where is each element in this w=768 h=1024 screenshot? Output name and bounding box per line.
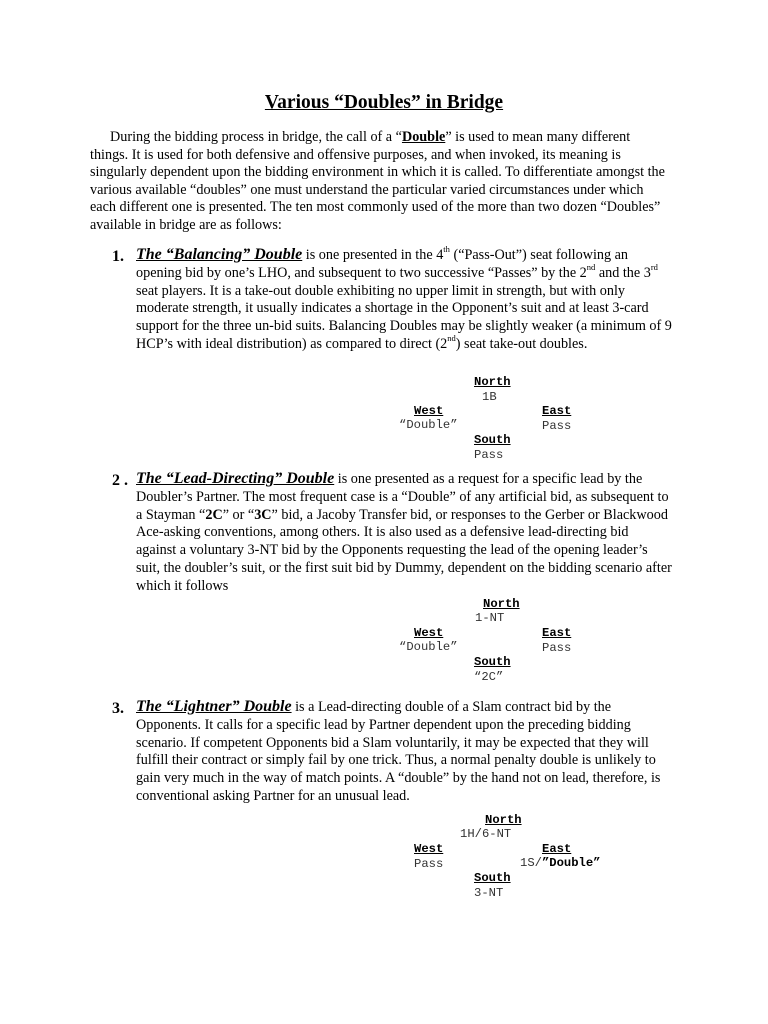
bidding-north [474, 375, 511, 404]
intro-double-word: Double [401, 129, 446, 145]
bidding-north-value [475, 611, 504, 626]
intro-text-1: During the bidding process in bridge, the call of a “ [110, 129, 402, 145]
bidding-east [542, 404, 571, 433]
seat-bid: Pass [414, 856, 444, 871]
item-number: 3. [112, 700, 124, 717]
seat-bid [520, 856, 600, 871]
seat-label: North [474, 375, 511, 389]
superscript: nd [447, 333, 456, 344]
bold-bid: 2C [205, 506, 223, 523]
item-number: 1. [112, 248, 124, 265]
seat-bid: 1H/6-NT [460, 827, 512, 841]
seat-label: West [414, 404, 444, 418]
bidding-north [483, 597, 520, 612]
superscript: rd [650, 262, 658, 273]
seat-label: North [485, 813, 522, 827]
seat-bid: “Double” [399, 640, 458, 654]
bidding-west [414, 404, 443, 419]
item-text: is one presented as a request for a specific lead by the Doubler’s Partner. The most frequent case is a “Double” of any artificial bid, as subsequent to a Stayman “ [136, 471, 669, 523]
seat-bid: 1B [482, 389, 497, 404]
bidding-south [474, 433, 511, 462]
bidding-south [474, 871, 511, 900]
bidding-west-value [399, 418, 458, 433]
bidding-west [414, 626, 443, 641]
seat-label: North [483, 597, 520, 611]
seat-bid: 1-NT [475, 611, 505, 625]
item-body [136, 470, 672, 596]
intro-text-2: ” is used to mean many different things. It is used for both defensive and offensive purposes, and when invoked, its meaning is singularly dependent upon the bidding environment in which it is called. To differentiate amongst the various available “doubles” one must understand the particular varied circumstances under which each different one is presented. The ten most commonly used of the more than two dozen “Doubles” available in bridge are as follows: [90, 129, 665, 233]
seat-bid: Pass [542, 418, 572, 433]
bidding-north [485, 813, 522, 828]
item-number: 2 . [112, 472, 128, 489]
seat-bid: “Double” [399, 418, 458, 432]
bidding-north-value [460, 827, 511, 842]
bidding-east-value [520, 856, 600, 871]
item-text: ” or “ [222, 506, 255, 523]
item-heading: The “Lightner” Double [136, 698, 292, 715]
seat-bid: “2C” [474, 669, 504, 684]
seat-label: South [474, 871, 511, 885]
seat-label: West [414, 626, 444, 640]
seat-bid: Pass [474, 447, 504, 462]
seat-label: West [414, 842, 444, 856]
seat-bid: 3-NT [474, 885, 504, 900]
seat-label: South [474, 433, 511, 447]
item-body [136, 698, 672, 806]
list-item-lightner [112, 698, 672, 806]
item-text: and the 3 [595, 264, 651, 281]
item-text: is one presented in the 4 [302, 247, 444, 263]
item-text: (“Pass-Out”) seat following an opening bid by one’s LHO, and subsequent to two successive “Passes” by the 2 [136, 247, 629, 281]
item-text: seat players. It is a take-out double exhibiting no upper limit in strength, but with only moderate strength, it usually indicates a shortage in the Opponent’s suit and at least 3-card support for the three un-bid suits. Balancing Doubles may be slightly weaker (a minimum of 9 HCP’s with ideal distribution) as compared to direct (2 [136, 282, 672, 352]
item-heading: The “Balancing” Double [136, 246, 303, 263]
bold-bid: 3C [254, 506, 272, 523]
bidding-east [542, 842, 571, 857]
seat-label: East [542, 626, 572, 640]
list-item-lead-directing [112, 470, 672, 596]
seat-label: South [474, 655, 511, 669]
item-text: ” bid, a Jacoby Transfer bid, or responses to the Gerber or Blackwood Ace-asking conventions, among others. It is also used as a defensive lead-directing bid against a voluntary 3-NT bid by the Opponents requesting the lead of the opening leader’s suit, the doubler’s suit, or the first suit bid by Dummy, dependent on the bidding scenario after which it follows [136, 506, 672, 594]
seat-bid-prefix: 1S/ [520, 856, 542, 870]
list-item-balancing [112, 246, 672, 354]
seat-bid: Pass [542, 640, 572, 655]
bidding-east [542, 626, 571, 655]
item-body [136, 246, 672, 354]
item-text: ) seat take-out doubles. [455, 335, 588, 352]
bidding-west-value [399, 640, 458, 655]
seat-bid-double: ”Double” [541, 856, 601, 870]
intro-paragraph [90, 129, 665, 235]
item-heading: The “Lead-Directing” Double [136, 470, 335, 487]
bidding-west [414, 842, 443, 871]
seat-label: East [542, 842, 572, 856]
document-title: Various “Doubles” in Bridge [264, 92, 504, 113]
bidding-south [474, 655, 511, 684]
item-text: is a Lead-directing double of a Slam contract bid by the Opponents. It calls for a specific lead by Partner dependent upon the preceding bidding scenario. If competent Opponents bid a Slam voluntarily, it may be expected that they will fulfill their contract or simply fail by one trick. Thus, a normal penalty double is unlikely to gain very much in the way of match points. A “double” by the hand not on lead, therefore, is conventional asking Partner for an unusual lead. [136, 699, 661, 804]
superscript: th [443, 244, 450, 255]
superscript: nd [586, 262, 596, 273]
seat-label: East [542, 404, 572, 418]
